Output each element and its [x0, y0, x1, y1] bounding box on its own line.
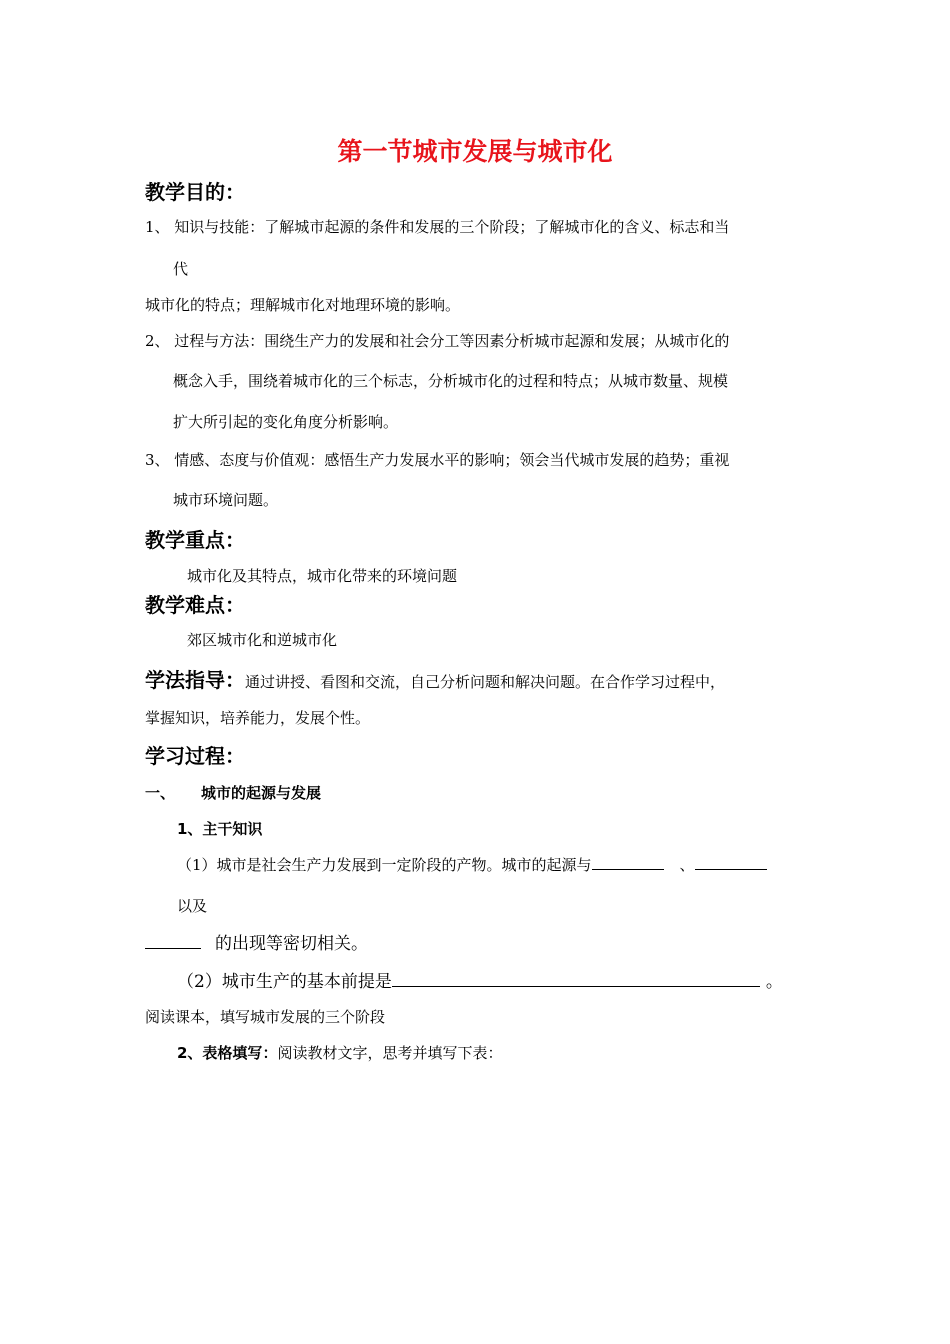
subsection-2 [177, 1042, 502, 1063]
question-1-separator: 、 [679, 856, 695, 874]
objective-2-line-2: 概念入手，围绕着城市化的三个标志，分析城市化的过程和特点；从城市数量、规模 [173, 372, 729, 390]
answer-blank-3[interactable] [145, 947, 201, 949]
subsection-1-title: 1、主干知识 [177, 820, 263, 838]
question-2-end: 。 [765, 972, 783, 992]
question-1-line-2: 以及 [177, 897, 208, 915]
key-points-heading: 教学重点： [145, 528, 245, 552]
key-points-text: 城市化及其特点，城市化带来的环境问题 [187, 567, 458, 585]
question-2 [177, 967, 783, 992]
question-1-line-3 [145, 929, 368, 954]
method-text-line-2: 掌握知识，培养能力，发展个性。 [145, 709, 371, 727]
objective-1-line-1: 1、 知识与技能：了解城市起源的条件和发展的三个阶段；了解城市化的含义、标志和当 [145, 218, 730, 236]
objective-2-line-1: 2、 过程与方法：围绕生产力的发展和社会分工等因素分析城市起源和发展；从城市化的 [145, 332, 730, 350]
objective-3-line-1: 3、 情感、态度与价值观：感悟生产力发展水平的影响；领会当代城市发展的趋势；重视 [145, 451, 730, 469]
difficulties-text: 郊区城市化和逆城市化 [187, 631, 338, 649]
reading-instruction: 阅读课本，填写城市发展的三个阶段 [145, 1008, 386, 1026]
question-1-text: （1）城市是社会生产力发展到一定阶段的产物。城市的起源与 [177, 856, 592, 874]
objective-3-line-2: 城市环境问题。 [173, 491, 279, 509]
objective-1-line-3: 城市化的特点；理解城市化对地理环境的影响。 [145, 296, 461, 314]
difficulties-heading: 教学难点： [145, 593, 245, 617]
section-1-title: 城市的起源与发展 [201, 784, 322, 802]
objective-2-line-3: 扩大所引起的变化角度分析影响。 [173, 413, 399, 431]
process-heading: 学习过程： [145, 744, 245, 768]
subsection-2-text: 阅读教材文字，思考并填写下表： [277, 1044, 503, 1062]
answer-blank-4[interactable] [392, 985, 760, 987]
method-paragraph [145, 664, 725, 693]
section-1-number: 一、 [145, 784, 176, 802]
question-2-text: （2）城市生产的基本前提是 [177, 972, 392, 992]
method-text-line-1: 通过讲授、看图和交流，自己分析问题和解决问题。在合作学习过程中， [245, 673, 726, 691]
question-1-line-1 [177, 854, 767, 875]
objectives-heading: 教学目的： [145, 180, 245, 204]
objective-1-line-2: 代 [173, 260, 189, 278]
answer-blank-2[interactable] [695, 868, 767, 870]
question-1-ending: 的出现等密切相关。 [215, 934, 368, 954]
subsection-2-label: 2、表格填写： [177, 1044, 278, 1062]
answer-blank-1[interactable] [592, 868, 664, 870]
document-title: 第一节城市发展与城市化 [337, 137, 613, 166]
method-heading: 学法指导： [145, 668, 245, 692]
